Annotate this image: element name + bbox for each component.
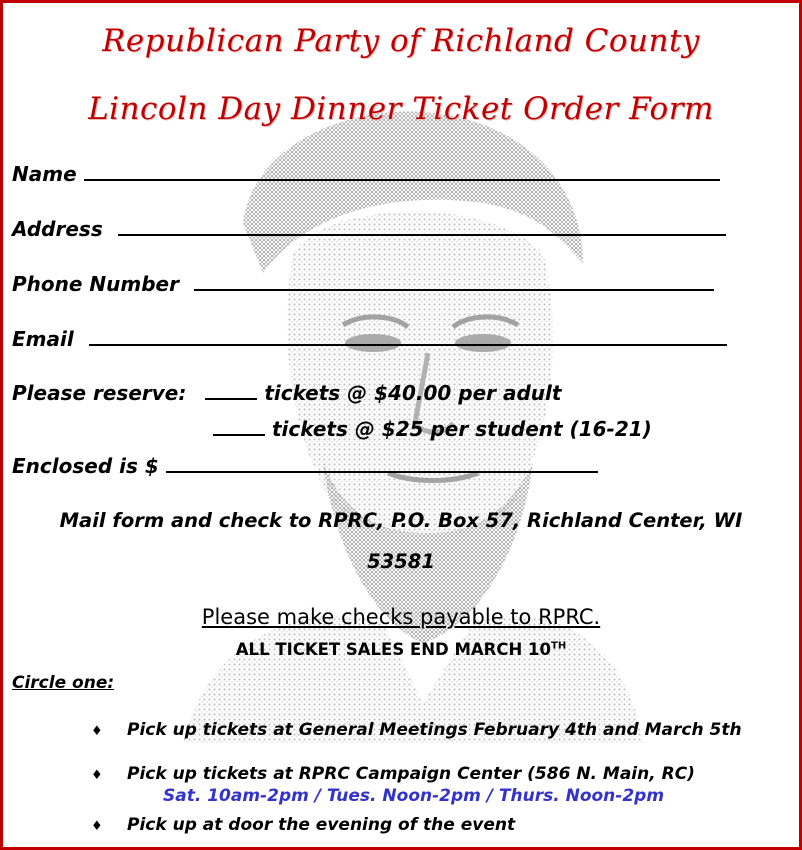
email-blank-line[interactable] [89, 326, 727, 346]
name-blank-line[interactable] [84, 161, 720, 181]
diamond-bullet-icon: ♦ [91, 724, 103, 739]
option-item[interactable] [91, 720, 742, 740]
campaign-center-hours: Sat. 10am-2pm / Tues. Noon-2pm / Thurs. Noon-2pm [163, 786, 665, 806]
name-label: Name [12, 162, 77, 186]
phone-label: Phone Number [12, 272, 179, 296]
adult-qty-blank[interactable] [205, 380, 257, 400]
adult-ticket-row [12, 380, 561, 405]
email-field[interactable] [12, 326, 727, 351]
phone-blank-line[interactable] [194, 271, 714, 291]
name-field[interactable] [12, 161, 720, 186]
address-blank-line[interactable] [118, 216, 726, 236]
enclosed-blank-line[interactable] [166, 453, 598, 473]
mail-instructions: Mail form and check to RPRC, P.O. Box 57, Richland Center, WI [59, 509, 743, 532]
student-qty-blank[interactable] [213, 416, 265, 436]
phone-field[interactable] [12, 271, 714, 296]
option-item[interactable] [91, 764, 695, 784]
enclosed-label: Enclosed is $ [12, 454, 159, 478]
address-field[interactable] [12, 216, 726, 241]
option-text: Pick up tickets at RPRC Campaign Center (586 N. Main, RC) [127, 764, 695, 784]
email-label: Email [12, 327, 74, 351]
enclosed-field[interactable] [12, 453, 598, 478]
circle-one-label: Circle one: [12, 673, 115, 693]
sales-end-text: ALL TICKET SALES END MARCH 10 [235, 640, 551, 659]
option-item[interactable] [91, 815, 515, 835]
address-label: Address [12, 217, 103, 241]
sales-end-notice [3, 640, 799, 659]
diamond-bullet-icon: ♦ [91, 768, 103, 783]
adult-price-text: tickets @ $40.00 per adult [264, 381, 562, 405]
diamond-bullet-icon: ♦ [91, 819, 103, 834]
reserve-label: Please reserve: [12, 381, 187, 405]
option-text: Pick up tickets at General Meetings February 4th and March 5th [127, 720, 742, 740]
form-title: Lincoln Day Dinner Ticket Order Form [88, 91, 714, 127]
student-price-text: tickets @ $25 per student (16-21) [271, 417, 652, 441]
student-ticket-row [213, 416, 652, 441]
payable-note: Please make checks payable to RPRC. [201, 605, 601, 629]
mail-zip: 53581 [367, 550, 435, 573]
option-text: Pick up at door the evening of the event [127, 815, 516, 835]
organization-title: Republican Party of Richland County [102, 23, 700, 59]
sales-end-suffix: TH [551, 640, 567, 652]
